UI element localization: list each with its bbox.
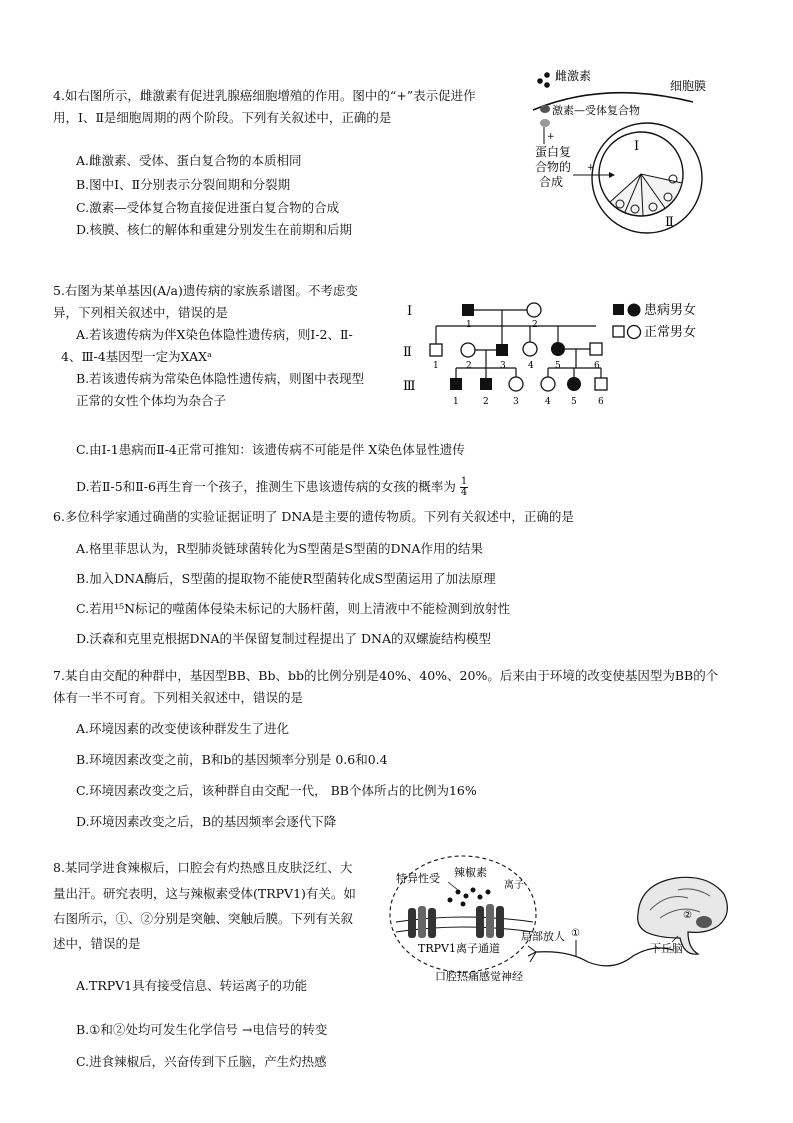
q8-ion-label: 离子: [504, 880, 524, 891]
fraction: [460, 477, 468, 498]
pedigree-i2: [527, 303, 541, 317]
q8-stem-line4: 述中，错误的是: [53, 936, 141, 951]
pedigree-i1: [462, 304, 474, 316]
pedigree-iii5: [567, 377, 581, 391]
q7-stem-line2: 体有一半不可育。下列相关叙述中，错误的是: [53, 690, 304, 705]
q8-capsaicin-label: 辣椒素: [454, 866, 487, 879]
q8-option-a: A.TRPV1具有接受信息、转运离子的功能: [76, 978, 308, 993]
q5-option-b-line1: B.若该遗传病为常染色体隐性遗传病，则图中表现型: [76, 371, 365, 386]
q8-release-label: 局部放人: [521, 930, 565, 943]
svg-text:6: 6: [594, 361, 600, 371]
q6-option-a: A.格里菲思认为，R型肺炎链球菌转化为S型菌是S型菌的DNA作用的结果: [76, 541, 484, 556]
q8-stem-line1: 8.某同学进食辣椒后，口腔会有灼热感且皮肤泛红、大: [53, 860, 353, 875]
pedigree-ii6: [590, 343, 602, 355]
q5-option-b-line2: 正常的女性个体均为杂合子: [76, 393, 227, 408]
q7-option-c: C.环境因素改变之后，该种群自由交配一代， BB个体所占的比例为16%: [76, 783, 477, 798]
svg-text:4: 4: [545, 397, 551, 407]
legend-affected-male: [613, 304, 624, 315]
pedigree-iii3: [509, 377, 523, 391]
pedigree-ii3: [496, 344, 508, 356]
q4-option-a: A.雌激素、受体、蛋白复合物的本质相同: [76, 153, 302, 168]
svg-text:1: 1: [433, 361, 439, 371]
q6-stem: 6.多位科学家通过确凿的实验证据证明了 DNA是主要的遗传物质。下列有关叙述中，正确的是: [53, 509, 574, 524]
q4-phase-ii: Ⅱ: [665, 215, 674, 230]
legend-affected-label: 患病男女: [644, 303, 697, 318]
receptor-left: [408, 906, 436, 938]
q8-stem-line3: 右图所示，①、②分别是突触、突触后膜。下列有关叙: [53, 911, 354, 926]
legend-normal-label: 正常男女: [644, 325, 697, 340]
q5-option-c: C.由Ⅰ-1患病而Ⅱ-4正常可推知：该遗传病不可能是伴 X染色体显性遗传: [76, 442, 465, 457]
q5-option-d-text: D.若Ⅱ-5和Ⅱ-6再生育一个孩子，推测生下患该遗传病的女孩的概率为: [76, 479, 456, 494]
q4-phase-i: Ⅰ: [634, 139, 640, 154]
svg-text:5: 5: [555, 361, 561, 371]
q8-trpv1-figure: [388, 852, 733, 987]
svg-text:1: 1: [453, 397, 459, 407]
q4-membrane-label: 细胞膜: [670, 79, 707, 93]
svg-text:4: 4: [528, 361, 534, 371]
q4-option-b: B.图中Ⅰ、Ⅱ分别表示分裂间期和分裂期: [76, 177, 291, 192]
receptor-right: [476, 904, 504, 938]
pedigree-iii2: [480, 378, 492, 390]
q5-stem-line2: 异，下列相关叙述中，错误的是: [53, 305, 229, 320]
q4-option-c: C.激素—受体复合物直接促进蛋白复合物的合成: [76, 200, 340, 215]
q4-stem-line1: 4.如右图所示，雌激素有促进乳腺癌细胞增殖的作用。图中的“+”表示促进作: [53, 88, 476, 103]
fraction-numerator: 1: [460, 476, 468, 487]
q4-hormone-label: 雌激素: [555, 69, 592, 83]
q4-complex-label: 激素—受体复合物: [552, 104, 640, 117]
pedigree-ii4: [523, 342, 537, 356]
q8-nerve-label: 口腔热痛感觉神经: [435, 970, 523, 983]
q4-stem-line2: 用，Ⅰ、Ⅱ是细胞周期的两个阶段。下列有关叙述中，正确的是: [53, 110, 392, 125]
svg-text:5: 5: [571, 397, 577, 407]
q8-option-c: C.进食辣椒后，兴奋传到下丘脑，产生灼热感: [76, 1054, 327, 1069]
legend-normal-female: [628, 326, 641, 339]
svg-text:2: 2: [466, 361, 472, 371]
legend-affected-female: [628, 304, 641, 317]
fraction-denominator: 4: [460, 487, 468, 498]
q4-plus-2: +: [587, 163, 595, 173]
svg-text:6: 6: [598, 397, 604, 407]
pedigree-iii4: [541, 377, 555, 391]
pedigree-gen-i: Ⅰ: [407, 304, 413, 319]
q5-option-a-line1: A.若该遗传病为伴X染色体隐性遗传病，则Ⅰ-2、Ⅱ-: [76, 327, 353, 342]
pedigree-iii1: [450, 378, 462, 390]
q6-option-b: B.加入DNA酶后，S型菌的提取物不能使R型菌转化成S型菌运用了加法原理: [76, 571, 496, 586]
q5-option-d: [76, 477, 468, 498]
pedigree-gen-iii: Ⅲ: [403, 379, 416, 394]
q8-specific-label: 特异性受: [396, 872, 440, 885]
q8-option-b: B.①和②处均可发生化学信号 →电信号的转变: [76, 1022, 328, 1037]
q8-channel-label: TRPV1离子通道: [418, 942, 500, 955]
svg-text:3: 3: [513, 397, 519, 407]
q5-stem-line1: 5.右图为某单基因(A/a)遗传病的家族系谱图。不考虑变: [53, 283, 358, 298]
pedigree-gen-ii: Ⅱ: [403, 345, 412, 360]
q6-option-d: D.沃森和克里克根据DNA的半保留复制过程提出了 DNA的双螺旋结构模型: [76, 631, 491, 646]
svg-text:2: 2: [483, 397, 489, 407]
pedigree-ii2: [461, 343, 475, 357]
pedigree-ii5: [551, 342, 565, 356]
q4-protein-line3: 合成: [539, 175, 564, 189]
q4-plus-1: +: [547, 132, 555, 142]
svg-text:1: 1: [466, 320, 472, 330]
pedigree-iii6: [595, 378, 607, 390]
q8-hypothalamus-label: 下丘脑: [650, 942, 683, 955]
q4-option-d: D.核膜、核仁的解体和重建分别发生在前期和后期: [76, 222, 353, 237]
q4-cell-cycle-figure: [525, 62, 730, 237]
svg-text:3: 3: [500, 361, 506, 371]
q8-marker-2: ②: [683, 910, 692, 921]
q5-option-a-line2: 4、Ⅲ-4基因型一定为XAXᵃ: [61, 349, 212, 364]
legend-normal-male: [613, 326, 624, 337]
q8-marker-1: ①: [571, 928, 580, 939]
q4-protein-line2: 合物的: [535, 160, 572, 174]
q4-protein-line1: 蛋白复: [535, 145, 572, 159]
pedigree-ii1: [430, 344, 442, 356]
q7-option-a: A.环境因素的改变使该种群发生了进化: [76, 721, 290, 736]
q6-option-c: C.若用¹⁵N标记的噬菌体侵染未标记的大肠杆菌，则上清液中不能检测到放射性: [76, 601, 511, 616]
q7-option-d: D.环境因素改变之后，B的基因频率会逐代下降: [76, 814, 337, 829]
svg-text:2: 2: [532, 320, 538, 330]
q8-stem-line2: 量出汗。研究表明，这与辣椒素受体(TRPV1)有关。如: [53, 886, 356, 901]
q5-pedigree-chart: [398, 292, 718, 414]
q7-stem-line1: 7.某自由交配的种群中，基因型BB、Bb、bb的比例分别是40%、40%、20%。后来由于环境的改变使基因型为BB的个: [53, 668, 719, 683]
q7-option-b: B.环境因素改变之前，B和b的基因频率分别是 0.6和0.4: [76, 752, 388, 767]
